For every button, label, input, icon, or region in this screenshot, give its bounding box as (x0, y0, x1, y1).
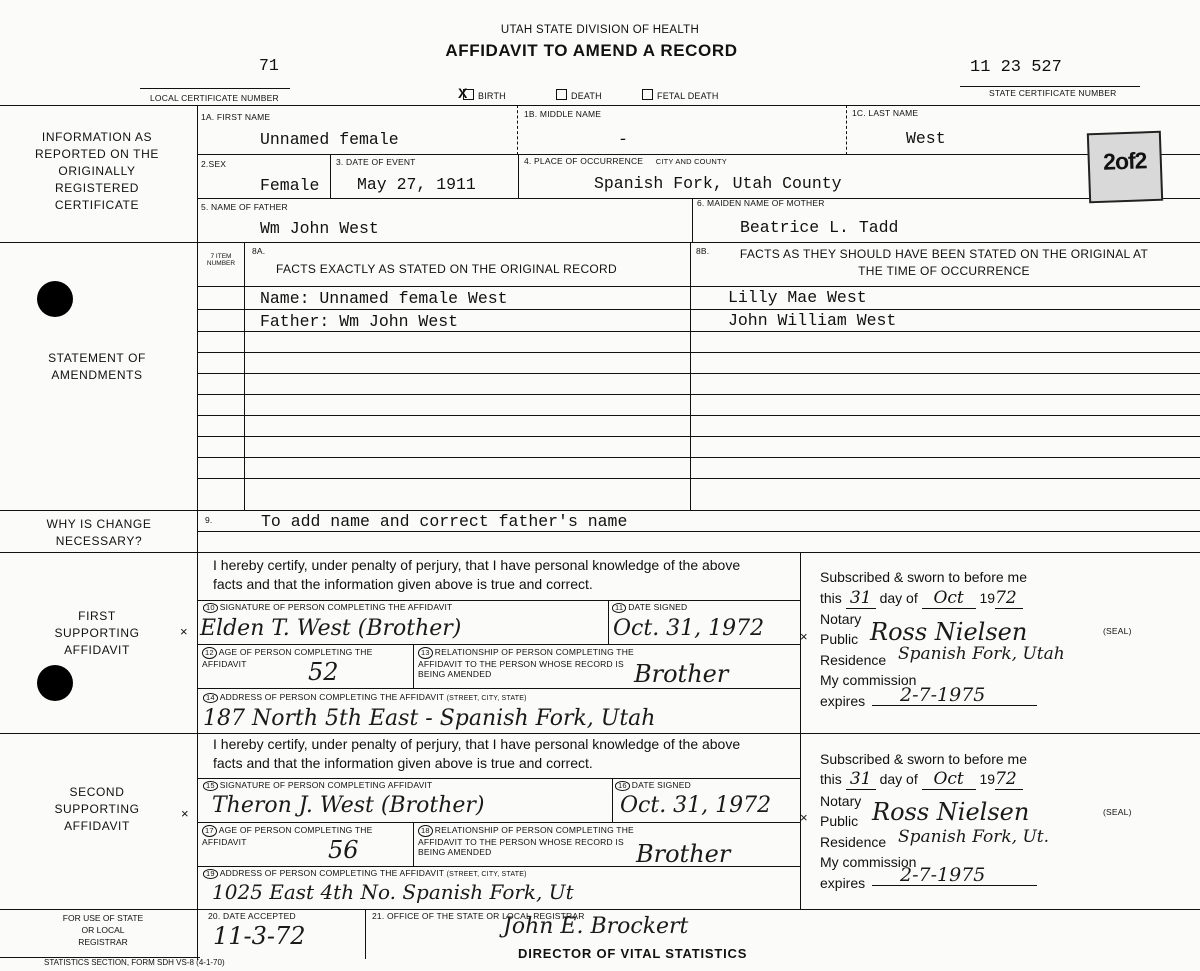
rule (608, 600, 609, 644)
first-residence: Spanish Fork, Utah (898, 644, 1065, 664)
item-number-label: 7 ITEM NUMBER (206, 253, 236, 267)
first-public-label: Public (820, 631, 859, 647)
mother-label: 6. MAIDEN NAME OF MOTHER (697, 198, 825, 208)
col-8a-header: FACTS EXACTLY AS STATED ON THE ORIGINAL RECORD (276, 262, 617, 276)
second-expires-label: expires (820, 875, 866, 891)
rule (0, 105, 1200, 106)
first-age-label (202, 647, 402, 669)
mother-value: Beatrice L. Tadd (740, 218, 899, 237)
second-sworn-date-line (820, 770, 1023, 790)
punch-hole-icon (37, 281, 73, 317)
rule (0, 909, 1200, 910)
second-date-num: 16 (615, 781, 630, 791)
father-value: Wm John West (260, 219, 379, 238)
rule (197, 309, 1200, 310)
section-label-amendments: STATEMENT OF AMENDMENTS (48, 351, 146, 382)
rule (197, 286, 1200, 287)
rule (0, 242, 1200, 243)
second-day: 31 (846, 770, 876, 790)
rule (518, 154, 519, 198)
rule (872, 885, 1037, 886)
rule (197, 688, 800, 689)
rule (197, 778, 800, 779)
section-label-second-affidavit: SECOND SUPPORTING AFFIDAVIT (54, 785, 140, 833)
second-date-label-text: DATE SIGNED (631, 780, 691, 790)
rule (692, 198, 693, 242)
first-name-value: Unnamed female (260, 130, 399, 149)
second-age-num: 17 (202, 825, 217, 837)
rule (197, 531, 1200, 532)
first-address-label (203, 693, 527, 703)
second-sig-num: 15 (203, 781, 218, 791)
second-month: Oct (922, 770, 976, 790)
first-relationship: Brother (634, 660, 729, 688)
rule (846, 105, 847, 155)
first-date-label (612, 603, 687, 613)
first-age: 52 (308, 658, 339, 686)
second-commission-label: My commission (820, 854, 917, 870)
amendment-corrected-1: Lilly Mae West (728, 288, 867, 307)
place-label-text: 4. PLACE OF OCCURRENCE (524, 156, 644, 166)
second-age-label-text: AGE OF PERSON COMPLETING THE AFFIDAVIT (202, 825, 373, 847)
first-sig-label-text: SIGNATURE OF PERSON COMPLETING THE AFFIDAVIT (219, 602, 453, 612)
date-accepted-label: 20. DATE ACCEPTED (208, 911, 296, 921)
state-cert-line (960, 86, 1140, 87)
second-date-signed: Oct. 31, 1972 (620, 793, 772, 818)
amendment-corrected-2: John William West (728, 311, 897, 330)
registrar-title: DIRECTOR OF VITAL STATISTICS (518, 946, 748, 961)
checkbox-birth-mark: X (458, 85, 468, 101)
first-sig-num: 10 (203, 603, 218, 613)
second-addr-label-text: ADDRESS OF PERSON COMPLETING THE AFFIDAVIT (219, 868, 444, 878)
first-age-label-text: AGE OF PERSON COMPLETING THE AFFIDAVIT (202, 647, 373, 669)
rule (244, 242, 245, 510)
rule (197, 331, 1200, 332)
rule (197, 644, 800, 645)
second-age-label (202, 825, 402, 847)
second-this: this (820, 771, 842, 787)
rule (0, 552, 1200, 553)
last-name-value: West (906, 129, 946, 148)
second-residence: Spanish Fork, Ut. (898, 827, 1050, 847)
section-label-why: WHY IS CHANGE NECESSARY? (46, 517, 152, 548)
second-notary-label: Notary (820, 793, 862, 809)
rule (612, 778, 613, 822)
first-x-mark: × (180, 624, 188, 639)
local-certificate-number: 71 (259, 56, 279, 75)
place-label (524, 157, 727, 166)
rule (517, 105, 518, 155)
first-date-num: 11 (612, 603, 626, 613)
second-seal: (SEAL) (1103, 807, 1132, 817)
second-age: 56 (328, 836, 359, 864)
sex-value: Female (260, 176, 320, 195)
second-year-prefix: 19 (979, 771, 996, 787)
rule (800, 552, 801, 910)
rule (365, 909, 366, 959)
second-addr-num: 19 (203, 869, 218, 879)
page-stamp (1087, 131, 1163, 204)
second-sworn-line: Subscribed & sworn to before me (820, 751, 1027, 767)
rule (197, 415, 1200, 416)
rule (197, 600, 800, 601)
rule (197, 352, 1200, 353)
first-day: 31 (846, 589, 876, 609)
amendment-original-1: Name: Unnamed female West (260, 289, 508, 308)
first-rel-num: 13 (418, 647, 433, 659)
rule (413, 822, 414, 866)
rule (413, 644, 414, 688)
second-day-of: day of (879, 771, 918, 787)
state-certificate-number: 11 23 527 (970, 58, 1062, 77)
registrar-office-label: 21. OFFICE OF THE STATE OR LOCAL REGISTRAR (372, 911, 585, 921)
place-sublabel: CITY AND COUNTY (655, 157, 727, 166)
rule (0, 733, 1200, 734)
first-signature: Elden T. West (Brother) (200, 616, 462, 641)
first-expires-date: 2-7-1975 (900, 684, 986, 706)
registrar-signature: John E. Brockert (503, 914, 689, 939)
first-expires-label: expires (820, 693, 866, 709)
second-address-label (203, 869, 527, 879)
rule (197, 822, 800, 823)
middle-name-value: - (618, 130, 628, 149)
first-this: this (820, 590, 842, 606)
second-address: 1025 East 4th No. Spanish Fork, Ut (212, 880, 574, 904)
first-address: 187 North 5th East - Spanish Fork, Utah (203, 706, 656, 731)
checkbox-death (556, 89, 602, 101)
checkbox-birth (458, 85, 506, 101)
first-certify-text: I hereby certify, under penalty of perjury, that I have personal knowledge of the above facts and that the information given above is true and correct. (213, 557, 741, 592)
rule (197, 373, 1200, 374)
first-date-signed: Oct. 31, 1972 (613, 616, 765, 641)
first-addr-num: 14 (203, 693, 218, 703)
second-date-label (615, 781, 691, 791)
second-signature-label (203, 781, 432, 791)
first-addr-label-text: ADDRESS OF PERSON COMPLETING THE AFFIDAVIT (219, 692, 444, 702)
second-year: 72 (995, 770, 1023, 790)
page-stamp-text: 2of2 (1102, 147, 1147, 175)
first-year-prefix: 19 (979, 590, 996, 606)
rule (872, 705, 1037, 706)
first-age-num: 12 (202, 647, 217, 659)
why-text: To add name and correct father's name (261, 512, 628, 531)
checkbox-fetal-death (642, 89, 719, 101)
second-notary-signature: Ross Nielsen (872, 798, 1030, 826)
first-notary-signature: Ross Nielsen (870, 618, 1028, 646)
second-signature: Theron J. West (Brother) (212, 793, 485, 818)
middle-name-label: 1B. MIDDLE NAME (524, 109, 602, 119)
first-name-label: 1A. FIRST NAME (201, 112, 271, 122)
first-seal: (SEAL) (1103, 626, 1132, 636)
section-label-office: FOR USE OF STATE OR LOCAL REGISTRAR (62, 913, 144, 947)
amendment-original-2: Father: Wm John West (260, 312, 459, 331)
first-notary-label: Notary (820, 611, 862, 627)
first-signature-label (203, 603, 452, 613)
first-date-label-text: DATE SIGNED (628, 602, 688, 612)
second-rel-num: 18 (418, 825, 433, 837)
rule (330, 154, 331, 198)
first-sworn-date-line (820, 589, 1023, 609)
checkbox-death-label: DEATH (571, 91, 602, 101)
checkbox-icon (556, 89, 567, 100)
second-sig-label-text: SIGNATURE OF PERSON COMPLETING AFFIDAVIT (219, 780, 433, 790)
form-identifier: STATISTICS SECTION, FORM SDH VS-8 (4-1-70) (44, 958, 225, 967)
notary-x-mark: × (800, 810, 808, 825)
rule (0, 510, 1200, 511)
rule (197, 457, 1200, 458)
second-public-label: Public (820, 813, 859, 829)
date-of-event-value: May 27, 1911 (357, 175, 476, 194)
first-year: 72 (995, 589, 1023, 609)
punch-hole-icon (37, 665, 73, 701)
second-certify-text: I hereby certify, under penalty of perjury, that I have personal knowledge of the above facts and that the information given above is true and correct. (213, 736, 741, 771)
first-sworn-line: Subscribed & sworn to before me (820, 569, 1027, 585)
second-residence-label: Residence (820, 834, 887, 850)
checkbox-fetal-label: FETAL DEATH (657, 91, 719, 101)
col-8b-number: 8B. (696, 246, 710, 256)
notary-x-mark: × (800, 629, 808, 644)
section-label-first-affidavit: FIRST SUPPORTING AFFIDAVIT (54, 609, 140, 657)
why-number: 9. (205, 515, 213, 525)
rule (197, 154, 1200, 155)
date-of-event-label: 3. DATE OF EVENT (336, 157, 416, 167)
place-value: Spanish Fork, Utah County (594, 174, 842, 193)
first-addr-sublabel: (STREET, CITY, STATE) (446, 695, 527, 702)
second-addr-sublabel: (STREET, CITY, STATE) (446, 871, 527, 878)
rule (197, 105, 198, 960)
rule (197, 394, 1200, 395)
father-label: 5. NAME OF FATHER (201, 202, 288, 212)
first-commission-label: My commission (820, 672, 917, 688)
agency-name: UTAH STATE DIVISION OF HEALTH (500, 24, 700, 36)
second-rel-label-text: RELATIONSHIP OF PERSON COMPLETING THE AFFIDAVIT TO THE PERSON WHOSE RECORD IS BEING AMENDED (418, 825, 634, 857)
sex-label: 2.SEX (201, 159, 227, 169)
rule (197, 478, 1200, 479)
col-8a-number: 8A. (252, 246, 266, 256)
first-month: Oct (922, 589, 976, 609)
second-relationship-label (418, 825, 648, 857)
local-cert-line (140, 88, 290, 89)
last-name-label: 1C. LAST NAME (852, 108, 919, 118)
first-day-of: day of (879, 590, 918, 606)
local-certificate-label: LOCAL CERTIFICATE NUMBER (150, 93, 279, 103)
checkbox-icon (642, 89, 653, 100)
first-relationship-label (418, 647, 648, 679)
second-x-mark: × (181, 806, 189, 821)
second-expires-date: 2-7-1975 (900, 864, 986, 886)
first-rel-label-text: RELATIONSHIP OF PERSON COMPLETING THE AFFIDAVIT TO THE PERSON WHOSE RECORD IS BEING AMENDED (418, 647, 634, 679)
checkbox-birth-label: BIRTH (478, 91, 506, 101)
first-residence-label: Residence (820, 652, 887, 668)
date-accepted: 11-3-72 (213, 922, 306, 950)
rule (197, 436, 1200, 437)
form-title: AFFIDAVIT TO AMEND A RECORD (445, 41, 738, 60)
second-relationship: Brother (636, 840, 731, 868)
rule (690, 242, 691, 510)
state-certificate-label: STATE CERTIFICATE NUMBER (989, 88, 1117, 98)
col-8b-header: FACTS AS THEY SHOULD HAVE BEEN STATED ON THE ORIGINAL AT THE TIME OF OCCURRENCE (739, 247, 1149, 278)
section-label-original: INFORMATION AS REPORTED ON THE ORIGINALLY REGISTERED CERTIFICATE (35, 130, 159, 212)
